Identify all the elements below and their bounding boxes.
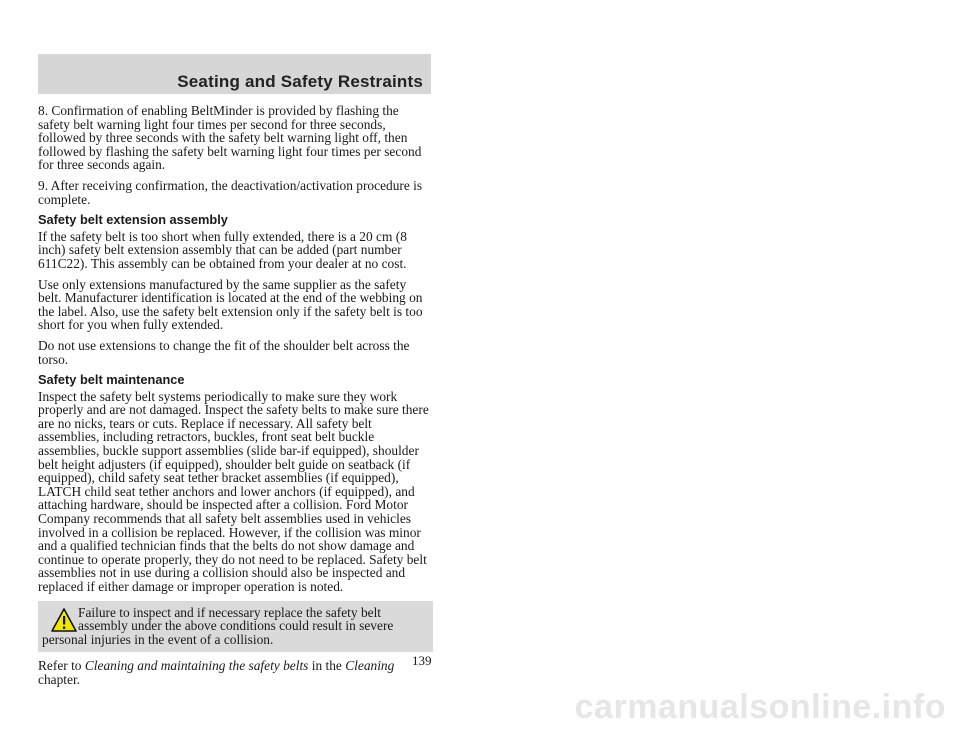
page-content xyxy=(38,104,432,694)
warning-triangle-icon xyxy=(51,608,77,632)
refer-paragraph xyxy=(38,659,432,686)
page-title: Seating and Safety Restraints xyxy=(177,72,423,91)
refer-mid: in the xyxy=(308,658,346,674)
extension-paragraph-3: Do not use extensions to change the fit of the shoulder belt across the torso. xyxy=(38,337,410,367)
warning-text-line2: personal injuries in the event of a collision. xyxy=(42,631,274,647)
warning-box xyxy=(38,601,433,653)
section-heading-extension: Safety belt extension assembly xyxy=(38,212,228,228)
extension-paragraph-2: Use only extensions manufactured by the same supplier as the safety belt. Manufacturer identification is located at the end of the webbing on the label. Also, use the safety belt extension only if the safety belt is too short for you when fully extended. xyxy=(38,276,423,333)
page-header xyxy=(38,54,431,94)
refer-prefix: Refer to xyxy=(38,658,85,674)
warning-text-line1: Failure to inspect and if necessary replace the safety belt assembly under the above conditions could result in severe xyxy=(78,604,394,634)
maintenance-paragraph: Inspect the safety belt systems periodically to make sure they work properly and are not damaged. Inspect the safety belts to make sure there are no nicks, tears or cuts. Replace if necessary. All safety belt assemblies, including retractors, buckles, front seat belt buckle assemblies, buckle support assemblies (slide bar-if equipped), shoulder belt height adjusters (if equipped), shoulder belt guide on seatback (if equipped), child safety seat tether bracket assemblies (if equipped), LATCH child seat tether anchors and lower anchors (if equipped), and attaching hardware, should be inspected after a collision. Ford Motor Company recommends that all safety belt assemblies used in vehicles involved in a collision be replaced. However, if the collision was minor and a qualified technician finds that the belts do not show damage and continue to operate properly, they do not need to be replaced. Safety belt assemblies not in use during a collision should also be inspected and replaced if either damage or improper operation is noted. xyxy=(38,388,429,594)
step-9-paragraph: 9. After receiving confirmation, the deactivation/activation procedure is complete. xyxy=(38,177,423,207)
step-8-paragraph: 8. Confirmation of enabling BeltMinder is provided by flashing the safety belt warning light four times per second for three seconds, followed by three seconds with the safety belt warning light off, then followed by flashing the safety belt warning light four times per second for three seconds again. xyxy=(38,103,422,173)
watermark: carmanualsonline.info xyxy=(574,688,946,726)
refer-suffix: chapter. xyxy=(38,671,81,687)
refer-chapter: Cleaning xyxy=(345,658,395,674)
section-heading-maintenance: Safety belt maintenance xyxy=(38,372,185,388)
page-number: 139 xyxy=(412,653,432,668)
refer-topic: Cleaning and maintaining the safety belts xyxy=(84,658,309,674)
extension-paragraph-1: If the safety belt is too short when fully extended, there is a 20 cm (8 inch) safety belt extension assembly that can be added (part number 611C22). This assembly can be obtained from your dealer at no cost. xyxy=(38,228,407,271)
